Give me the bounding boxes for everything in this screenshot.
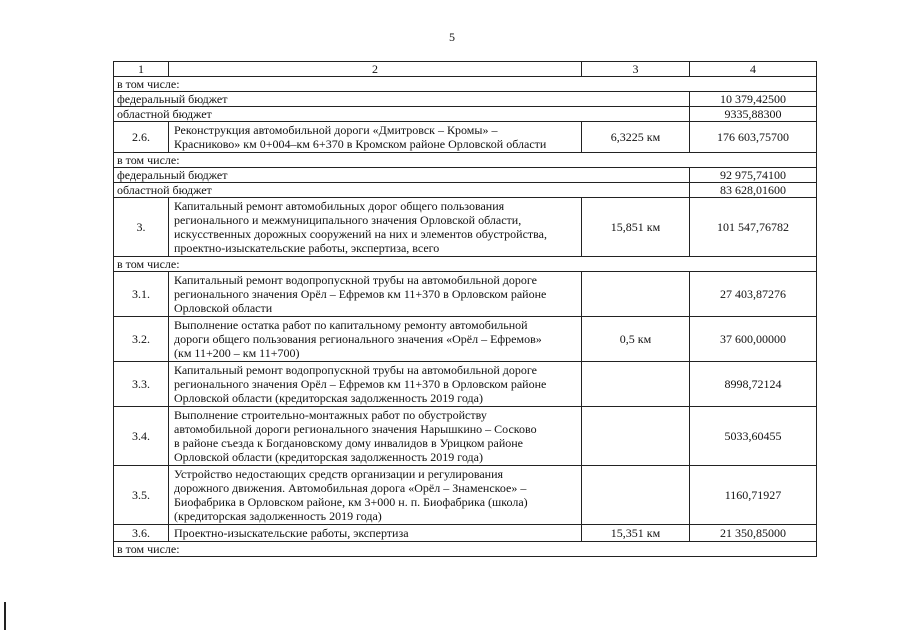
description-line: в районе съезда к Богдановскому дому инвалидов в Урицком районе [174,436,523,450]
item-number: 3.2. [114,317,169,362]
item-row [114,407,817,466]
item-value: 101 547,76782 [690,198,817,257]
item-row [114,317,817,362]
item-quantity [582,272,690,317]
header-row [114,62,817,77]
description-line: Биофабрика в Орловском районе, км 3+000 н. п. Биофабрика (школа) [174,495,528,509]
description-line: Орловской области (кредиторская задолженность 2019 года) [174,450,483,464]
item-value: 21 350,85000 [690,525,817,542]
item-quantity: 15,851 км [582,198,690,257]
description-line: Устройство недостающих средств организации и регулирования [174,467,504,481]
description-line: Капитальный ремонт автомобильных дорог общего пользования [174,199,505,213]
item-quantity: 15,351 км [582,525,690,542]
item-value: 27 403,87276 [690,272,817,317]
description-line: Капитальный ремонт водопропускной трубы на автомобильной дороге [174,363,537,377]
budget-label: областной бюджет [114,107,690,122]
subheading-row [114,77,817,92]
item-row [114,525,817,542]
item-number: 3. [114,198,169,257]
description-line: (км 11+200 – км 11+700) [174,346,300,360]
description-line: автомобильной дороги регионального значения Нарышкино – Сосково [174,422,537,436]
item-description [169,198,582,257]
description-line: Выполнение остатка работ по капитальному ремонту автомобильной [174,318,528,332]
item-number: 3.4. [114,407,169,466]
description-line: Капитальный ремонт водопропускной трубы на автомобильной дороге [174,273,537,287]
scan-edge-mark [4,602,6,630]
item-quantity [582,466,690,525]
description-line: регионального значения Орёл – Ефремов км 11+370 в Орловском районе [174,287,547,301]
item-description [169,272,582,317]
item-row [114,466,817,525]
item-row [114,362,817,407]
budget-table [113,61,817,557]
description-line: дороги общего пользования регионального значения «Орёл – Ефремов» [174,332,542,346]
page-number: 5 [449,30,455,44]
budget-value: 92 975,74100 [690,168,817,183]
description-line: Красниково» км 0+004–км 6+370 в Кромском районе Орловской области [174,137,547,151]
description-line: Выполнение строительно-монтажных работ по обустройству [174,408,487,422]
subheading-label: в том числе: [114,542,817,557]
item-number: 3.1. [114,272,169,317]
item-number: 3.5. [114,466,169,525]
budget-row [114,183,817,198]
item-row [114,272,817,317]
item-quantity [582,362,690,407]
subheading-label: в том числе: [114,257,817,272]
item-description [169,317,582,362]
item-value: 5033,60455 [690,407,817,466]
table-body [114,62,817,557]
item-number: 2.6. [114,122,169,153]
item-description [169,407,582,466]
item-number: 3.3. [114,362,169,407]
description-line: искусственных дорожных сооружений на них и элементов обустройства, [174,227,547,241]
description-line: регионального и межмуниципального значения Орловской области, [174,213,522,227]
item-quantity: 0,5 км [582,317,690,362]
subheading-label: в том числе: [114,77,817,92]
budget-row [114,92,817,107]
subheading-label: в том числе: [114,153,817,168]
item-description [169,466,582,525]
description-line: Реконструкция автомобильной дороги «Дмитровск – Кромы» – [174,123,498,137]
description-line: Орловской области [174,301,273,315]
header-cell-4: 4 [690,62,817,77]
budget-row [114,168,817,183]
subheading-row [114,153,817,168]
description-line: Орловской области (кредиторская задолженность 2019 года) [174,391,483,405]
item-quantity [582,407,690,466]
header-cell-2: 2 [169,62,582,77]
budget-value: 9335,88300 [690,107,817,122]
budget-label: федеральный бюджет [114,92,690,107]
header-cell-3: 3 [582,62,690,77]
budget-label: областной бюджет [114,183,690,198]
item-value: 37 600,00000 [690,317,817,362]
item-description [169,122,582,153]
description-line: дорожного движения. Автомобильная дорога «Орёл – Знаменское» – [174,481,527,495]
description-line: проектно-изыскательские работы, экспертиза, всего [174,241,440,255]
description-line: (кредиторская задолженность 2019 года) [174,509,382,523]
description-line: Проектно-изыскательские работы, экспертиза [174,526,409,540]
subheading-row [114,542,817,557]
budget-value: 83 628,01600 [690,183,817,198]
item-value: 8998,72124 [690,362,817,407]
item-quantity: 6,3225 км [582,122,690,153]
item-row [114,122,817,153]
item-row [114,198,817,257]
item-number: 3.6. [114,525,169,542]
subheading-row [114,257,817,272]
item-description [169,525,582,542]
item-value: 176 603,75700 [690,122,817,153]
header-cell-1: 1 [114,62,169,77]
item-description [169,362,582,407]
budget-value: 10 379,42500 [690,92,817,107]
budget-row [114,107,817,122]
description-line: регионального значения Орёл – Ефремов км 11+370 в Орловском районе [174,377,547,391]
budget-label: федеральный бюджет [114,168,690,183]
item-value: 1160,71927 [690,466,817,525]
